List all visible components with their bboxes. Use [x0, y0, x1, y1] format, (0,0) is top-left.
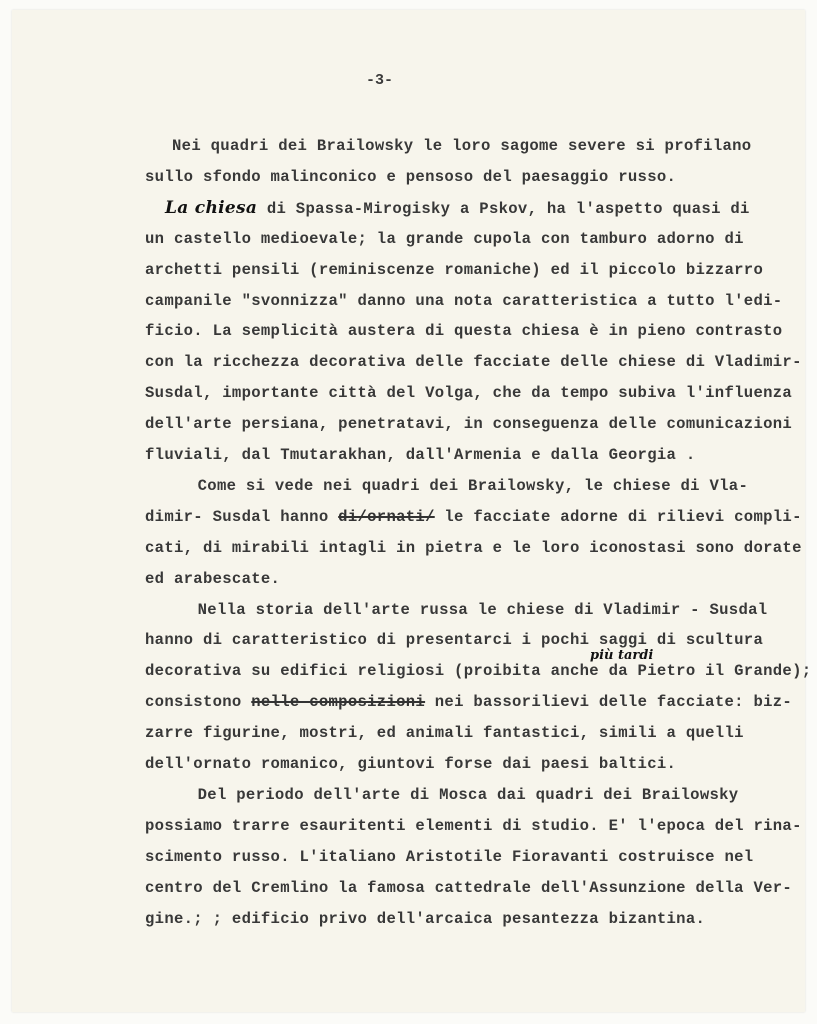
text-line: [145, 880, 792, 896]
text-line: [172, 138, 751, 154]
struck-text: di/ornati/: [338, 507, 435, 526]
typed-text: gine.; ; edificio privo dell'arcaica pesantezza bizantina.: [145, 909, 706, 928]
text-line: [145, 262, 763, 278]
typed-text: di Spassa-Mirogisky a Pskov, ha l'aspetto quasi di: [257, 199, 750, 218]
typed-text: nei bassorilievi delle facciate: biz-: [425, 693, 793, 712]
typed-text: ficio. La semplicità austera di questa chiesa è in pieno contrasto: [145, 322, 783, 341]
typed-text: le facciate adorne di rilievi compli-: [434, 507, 802, 526]
typed-text: dell'arte persiana, penetratavi, in conseguenza delle comunicazioni: [145, 415, 793, 434]
typed-text: ed arabescate.: [145, 569, 281, 588]
text-line: [145, 756, 676, 772]
typed-text: possiamo trarre esauritenti elementi di studio. E' l'epoca del rina-: [145, 816, 802, 835]
text-line: [145, 849, 753, 865]
typed-text: consistono: [145, 693, 252, 712]
text-line: [145, 447, 696, 463]
struck-text: nelle composizioni: [251, 693, 426, 712]
text-line: [145, 632, 763, 648]
text-line: [145, 694, 792, 710]
typed-text: Nella storia dell'arte russa le chiese di Vladimir - Susdal: [159, 600, 768, 619]
text-line: [145, 416, 792, 432]
text-line: [145, 509, 802, 525]
typed-text: centro del Cremlino la famosa cattedrale dell'Assunzione della Ver-: [145, 878, 793, 897]
text-line: [145, 818, 802, 834]
typed-text: campanile "svonnizza" danno una nota caratteristica a tutto l'edi-: [145, 291, 783, 310]
typed-text: dimir- Susdal hanno: [145, 507, 339, 526]
typed-text: dell'ornato romanico, giuntovi forse dai paesi baltici.: [145, 755, 677, 773]
typed-text: hanno di caratteristico di presentarci i pochi saggi di scultura: [145, 631, 764, 650]
text-line: [159, 787, 738, 803]
text-line: [145, 293, 782, 309]
text-line: [159, 602, 767, 618]
text-line: [145, 725, 744, 741]
typewritten-page: [12, 10, 812, 1012]
typed-text: sullo sfondo malinconico e pensoso del paesaggio russo.: [145, 167, 677, 186]
text-line: [145, 540, 802, 556]
typed-text: Susdal, importante città del Volga, che da tempo subiva l'influenza: [145, 384, 793, 403]
typed-text: Nei quadri dei Brailowsky le loro sagome severe si profilano: [172, 137, 752, 155]
text-line: [145, 231, 744, 247]
text-line: [145, 385, 792, 401]
handwritten-insertion: più tardi: [590, 648, 654, 663]
typed-text: fluviali, dal Tmutarakhan, dall'Armenia e dalla Georgia .: [145, 446, 696, 464]
typed-text: archetti pensili (reminiscenze romaniche) ed il piccolo bizzarro: [145, 260, 764, 279]
text-line: [145, 354, 802, 370]
typed-text: Come si vede nei quadri dei Brailowsky, le chiese di Vla-: [159, 476, 749, 495]
text-line: [145, 911, 705, 927]
text-line: [159, 478, 748, 494]
text-line: [145, 169, 676, 185]
text-line: [145, 323, 782, 339]
text-line: [165, 197, 750, 218]
text-line: [145, 663, 811, 679]
handwritten-text: La chiesa: [165, 197, 258, 218]
typed-text: un castello medioevale; la grande cupola con tamburo adorno di: [145, 229, 744, 248]
page-number: -3-: [366, 72, 394, 89]
text-line: [145, 571, 280, 587]
typed-text: Del periodo dell'arte di Mosca dai quadri dei Brailowsky: [159, 785, 739, 804]
typed-text: decorativa su edifici religiosi (proibita anche da Pietro il Grande);: [145, 662, 812, 681]
typed-text: cati, di mirabili intagli in pietra e le loro iconostasi sono dorate: [145, 538, 802, 557]
typed-text: zarre figurine, mostri, ed animali fantastici, simili a quelli: [145, 724, 744, 743]
typed-text: con la ricchezza decorativa delle facciate delle chiese di Vladimir-: [145, 353, 802, 372]
typed-text: scimento russo. L'italiano Aristotile Fioravanti costruisce nel: [145, 847, 754, 866]
